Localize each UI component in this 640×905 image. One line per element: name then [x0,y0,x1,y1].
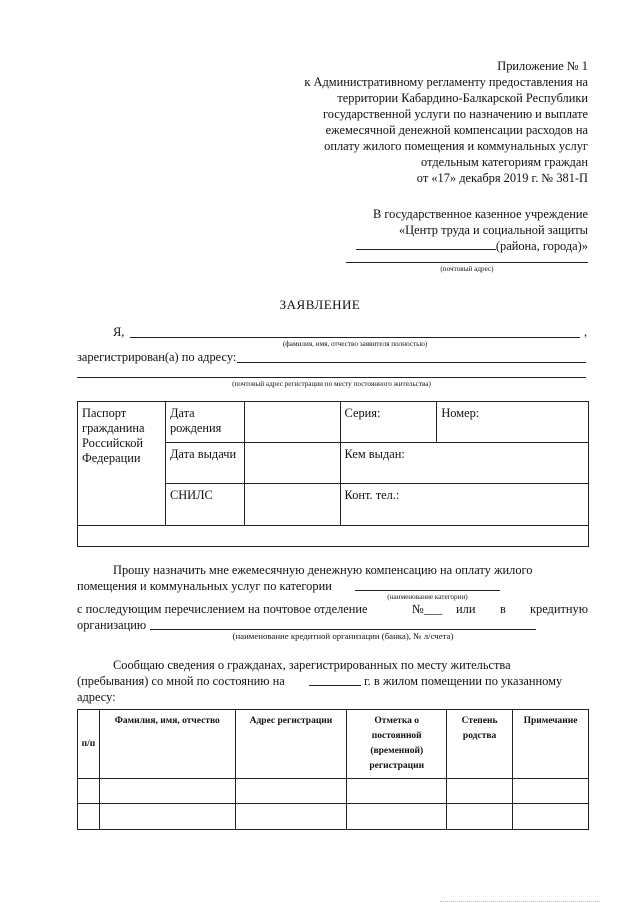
col-fio: Фамилия, имя, отчество [99,710,235,779]
col-note: Примечание [513,710,589,779]
header-line: территории Кабардино-Балкарской Республики [337,91,588,105]
header-line: государственной услуги по назначению и выплате [322,107,588,121]
col-registration-mark: Отметка о постоянной (временной) регистрации [347,710,447,779]
bank-line[interactable] [150,629,536,630]
credit-label: кредитную [530,602,588,616]
table-cell[interactable] [513,804,589,830]
col-address: Адрес регистрации [235,710,347,779]
table-cell[interactable] [235,779,347,804]
extra-row [78,526,589,547]
header-line: ежемесячной денежной компенсации расходов на [325,123,588,137]
registration-address-line-2[interactable] [77,377,586,378]
header-line: к Административному регламенту предоставления на [304,75,588,89]
registration-address-line[interactable] [237,362,586,363]
issued-by-field[interactable]: Кем выдан: [340,443,588,484]
issue-date-label: Дата выдачи [165,443,244,484]
organization-label: организацию [77,618,147,632]
table-cell[interactable] [78,804,100,830]
in-label: в [500,602,506,616]
appendix-header [258,58,588,186]
addressee-block [258,206,588,254]
snils-label: СНИЛС [165,484,244,526]
birth-date-label: Дата рождения [165,402,244,443]
district-blank[interactable] [356,238,496,250]
addressee-line1: В государственное казенное учреждение [373,207,588,221]
or-label: или [456,602,476,616]
inform-line1: Сообщаю сведения о гражданах, зарегистрированных по месту жительства [113,658,511,672]
phone-field[interactable]: Конт. тел.: [340,484,588,526]
col-kinship: Степень родства [447,710,513,779]
bank-caption: (наименование кредитной организации (банка), № л/счета) [232,631,454,641]
scan-mark [440,893,600,902]
number-label[interactable]: Номер: [437,402,589,443]
category-caption: (наименование категории) [387,593,468,601]
col-number: п/п [78,710,100,779]
inform-line2b: г. в жилом помещении по указанному [364,674,563,688]
table-cell[interactable] [347,804,447,830]
birth-date-value[interactable] [244,402,340,443]
table-row [78,779,589,804]
table-row [78,804,589,830]
registered-label: зарегистрирован(а) по адресу: [77,350,237,364]
request-line3a: с последующим перечислением на почтовое отделение [77,602,368,616]
postal-caption: (почтовый адрес) [440,265,494,273]
header-line: Приложение № 1 [497,59,588,73]
passport-table [77,401,589,547]
table-cell[interactable] [235,804,347,830]
inform-line2a: (пребывания) со мной по состоянию на [77,674,285,688]
table-cell[interactable] [99,779,235,804]
header-line: оплату жилого помещения и коммунальных услуг [324,139,588,153]
residents-table [77,709,589,830]
request-line2: помещения и коммунальных услуг по категории [77,579,332,593]
addressee-line3: (района, города)» [258,238,588,254]
category-line[interactable] [355,590,500,591]
table-cell[interactable] [99,804,235,830]
snils-value[interactable] [244,484,340,526]
table-cell[interactable] [447,779,513,804]
table-cell[interactable] [78,779,100,804]
ya-label: Я, [113,325,125,339]
header-line: от «17» декабря 2019 г. № 381-П [416,171,588,185]
request-line1: Прошу назначить мне ежемесячную денежную компенсацию на оплату жилого [113,563,533,577]
document-title: ЗАЯВЛЕНИЕ [279,297,361,312]
post-office-number[interactable]: №___ [412,602,443,616]
comma: , [584,325,588,339]
addressee-line2: «Центр труда и социальной защиты [398,223,588,237]
fio-line[interactable] [130,337,580,338]
table-cell[interactable] [447,804,513,830]
date-line[interactable] [309,685,361,686]
passport-label: Паспорт гражданина Российской Федерации [78,402,166,526]
fio-caption: (фамилия, имя, отчество заявителя полностью) [282,340,428,348]
series-label[interactable]: Серия: [340,402,437,443]
registration-caption: (почтовый адрес регистрации по месту постоянного жительства) [232,380,431,388]
issue-date-value[interactable] [244,443,340,484]
table-cell[interactable] [513,779,589,804]
header-line: отдельным категориям граждан [421,155,588,169]
table-cell[interactable] [347,779,447,804]
inform-line3: адресу: [77,690,116,704]
postal-address-line[interactable] [346,262,588,263]
